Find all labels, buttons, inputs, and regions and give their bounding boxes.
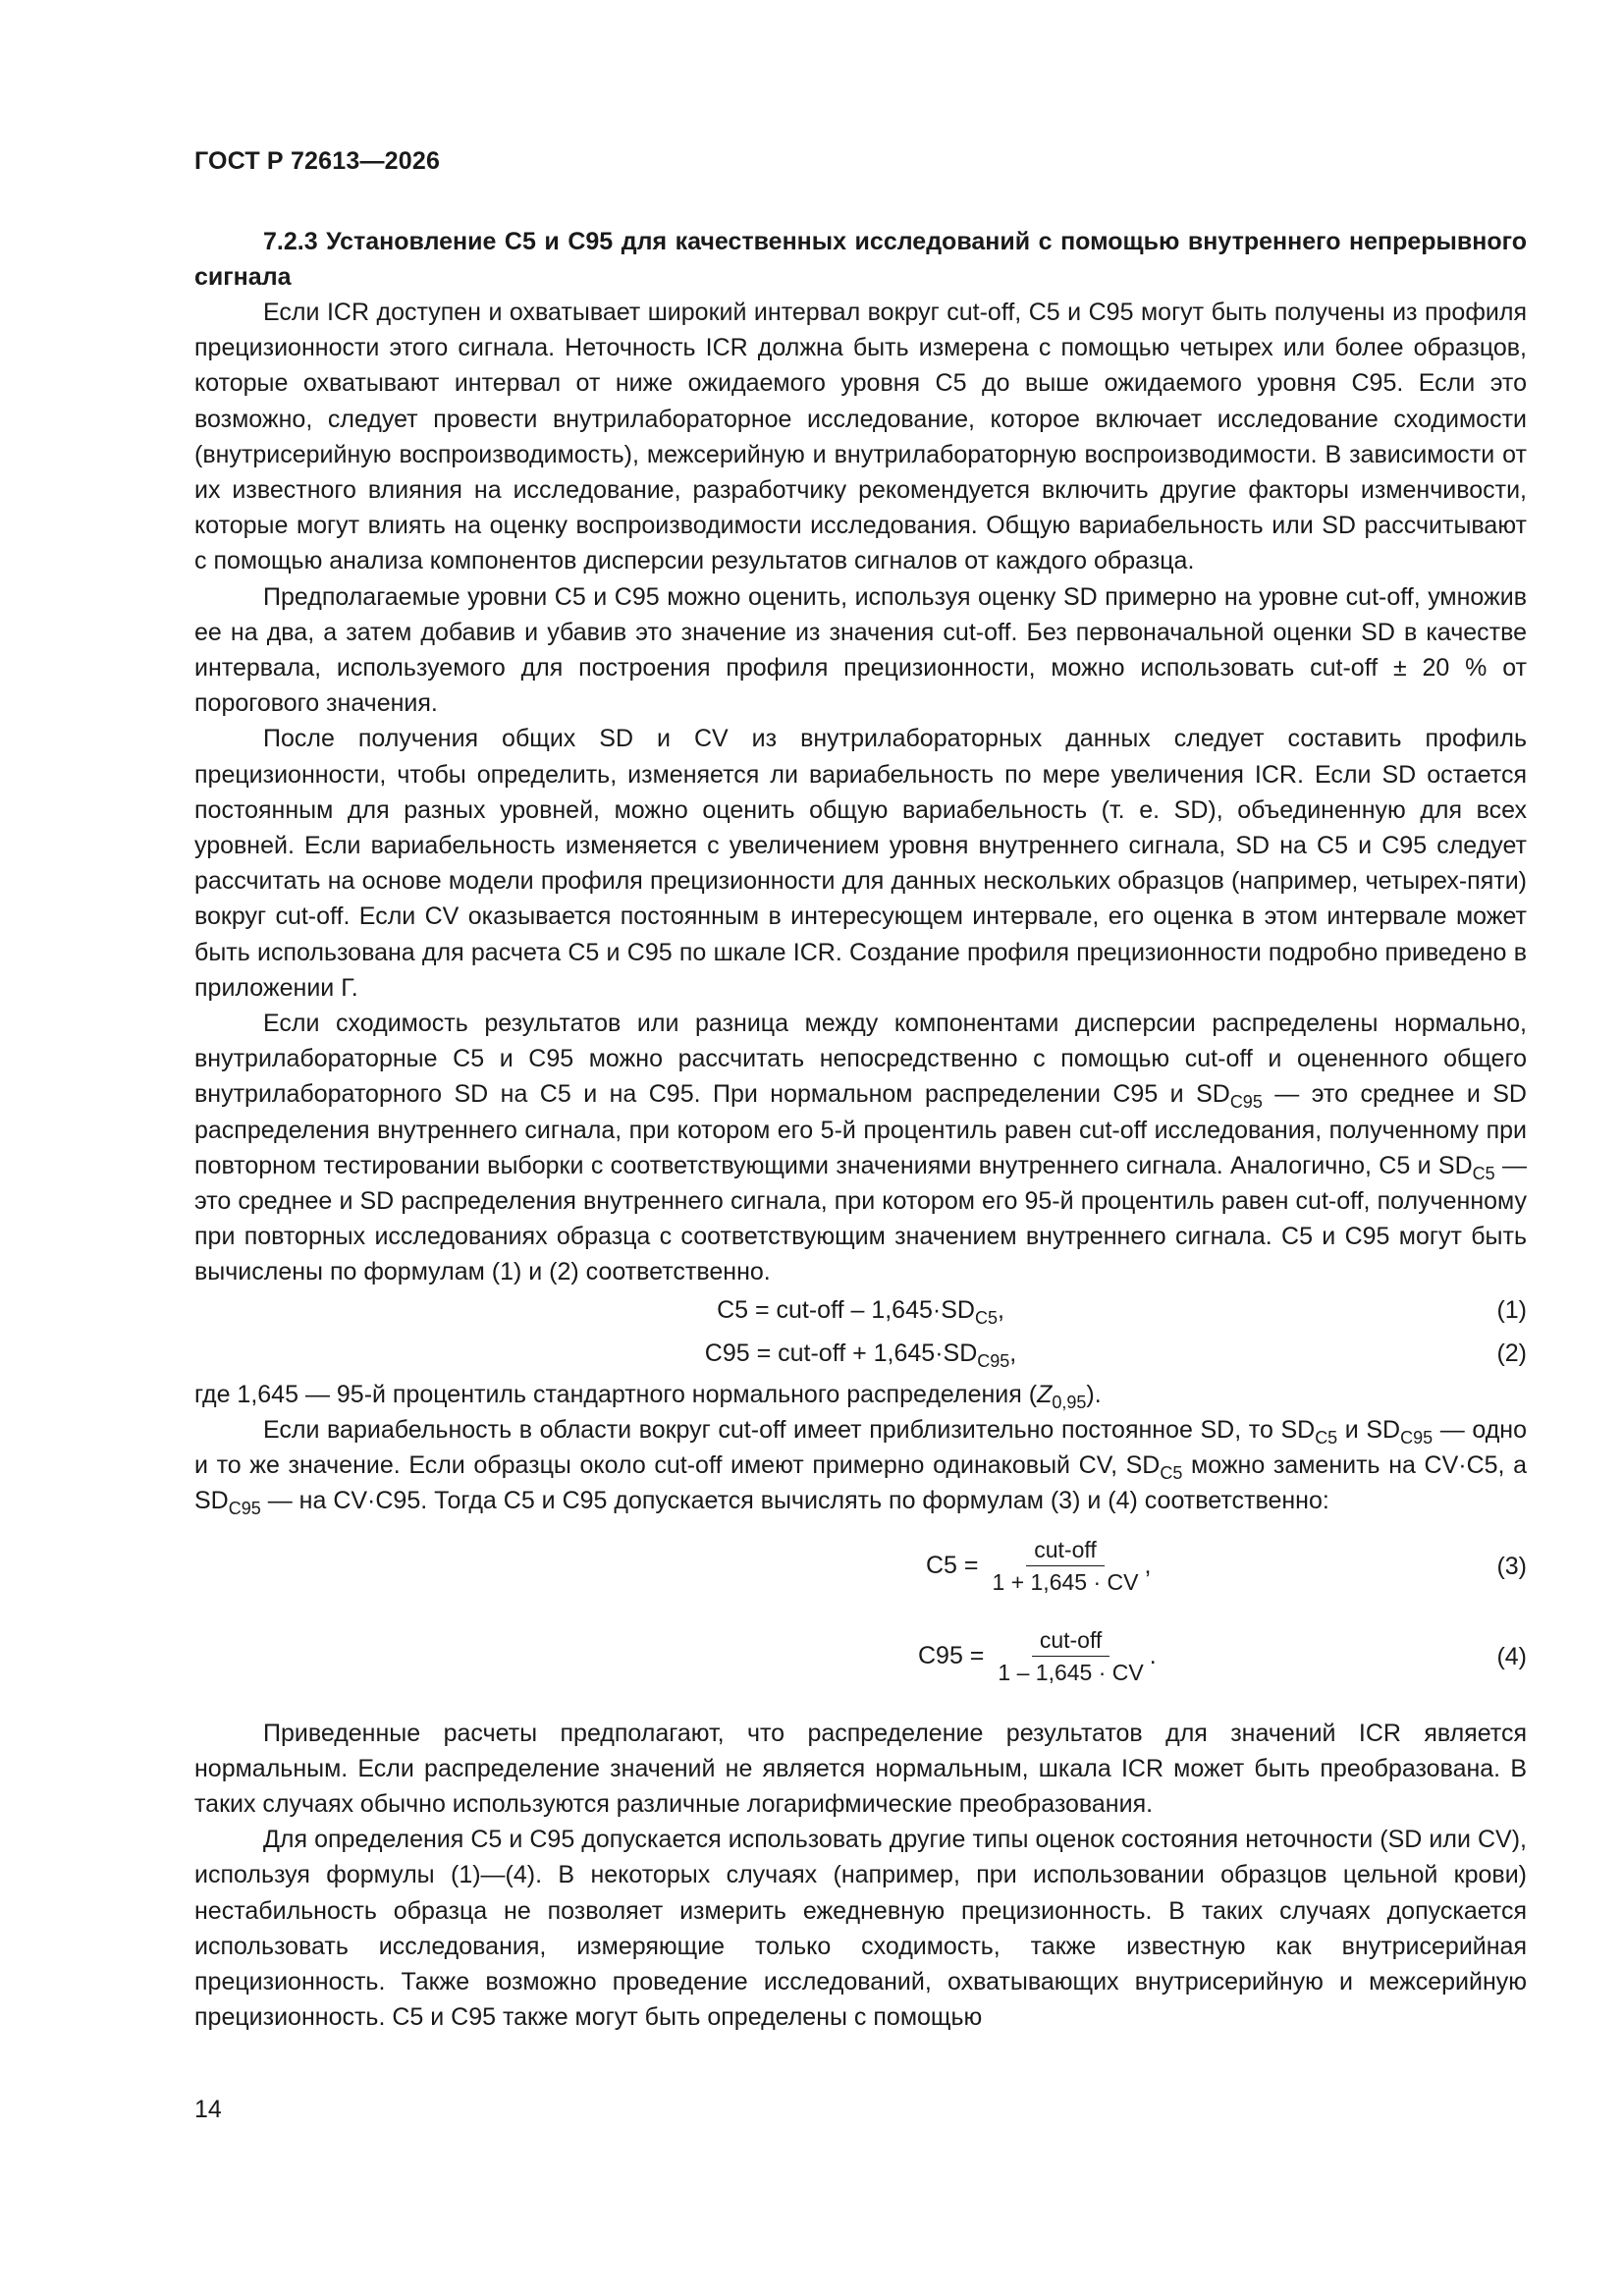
fraction-4: $\frac{\text{cut-off}}{1 - 1,645 \cdot CV}$ xyxy=(998,1627,1144,1685)
equation-1-number: (1) xyxy=(1496,1295,1527,1324)
page-body xyxy=(194,224,1527,2035)
section-heading: 7.2.3 Установление C5 и C95 для качественных исследований с помощью внутреннего непрерывного сигнала xyxy=(194,228,1527,291)
paragraph-3: После получения общих SD и CV из внутрилабораторных данных следует составить профиль прецизионности, чтобы определить, изменяется ли вариабельность по мере увеличения ICR. Если SD остается постоянным для разных уровней, можно оценить общую вариабельность (т. е. SD), объединенную для всех уровней. Если вариабельность изменяется с увеличением уровня внутреннего сигнала, SD на C5 и C95 следует рассчитать на основе модели профиля прецизионности для данных нескольких образцов (например, четырех-пяти) вокруг cut-off. Если CV оказывается постоянным в интересующем интервале, его оценка в этом интервале может быть использована для расчета C5 и C95 по шкале ICR. Создание профиля прецизионности подробно приведено в приложении Г. xyxy=(194,725,1527,1002)
paragraph-2: Предполагаемые уровни C5 и C95 можно оценить, используя оценку SD примерно на уровне cut-off, умножив ее на два, а затем добавив и убавив это значение из значения cut-off. Без первоначальной оценки SD в качестве интервала, используемого для построения профиля прецизионности, можно использовать cut-off ± 20 % от порогового значения. xyxy=(194,582,1527,718)
equation-4: C95 = $\frac{\text{cut-off}}{1 - 1,645 \cdot CV}$ . (4) xyxy=(918,1627,1527,1685)
paragraph-8: Для определения C5 и C95 допускается использовать другие типы оценок состояния неточности (SD или CV), используя формулы (1)—(4). В некоторых случаях (например, при использовании образцов цельной крови) нестабильность образца не позволяет измерить ежедневную прецизионность. В таких случаях допускается использовать исследования, измеряющие только сходимость, также известную как внутрисерийная прецизионность. Также возможно проведение исследований, охватывающих внутрисерийную и межсерийную прецизионность. C5 и C95 также могут быть определены с помощью xyxy=(194,1826,1527,2032)
page-number: 14 xyxy=(194,2096,222,2123)
equation-1: $C5 = cut-off - 1,645\cdot SD_{C5}$, (1) xyxy=(194,1290,1527,1334)
equation-3-number: (3) xyxy=(1496,1552,1527,1580)
equation-3: C5 = $\frac{\text{cut-off}}{1 + 1,645 \cdot CV}$ , (3) xyxy=(926,1537,1527,1595)
equation-4-number: (4) xyxy=(1496,1642,1527,1670)
paragraph-7: Приведенные расчеты предполагают, что распределение результатов для значений ICR является нормальным. Если распределение значений не является нормальным, шкала ICR может быть преобразована. В таких случаях обычно используются различные логарифмические преобразования. xyxy=(194,1719,1527,1818)
equation-2: $C95 = cut-off + 1,645\cdot SD_{C95}$, (2) xyxy=(194,1334,1527,1377)
standard-designation: ГОСТ Р 72613—2026 xyxy=(194,147,441,175)
paragraph-6: Если вариабельность в области вокруг cut-off имеет приблизительно постоянное SD, то $SD_{C5}$ и $SD_{C95}$ — одно и то же значение. Если образцы около cut-off имеют примерно одинаковый CV, $SD_{C5}$ можно заменить на CV·C5, а $SD_{C95}$ — на CV·C95. Тогда C5 и C95 допускается вычислять по формулам (3) и (4) соответственно: xyxy=(194,1415,1528,1519)
paragraph-1: Если ICR доступен и охватывает широкий интервал вокруг cut-off, C5 и C95 могут быть получены из профиля прецизионности этого сигнала. Неточность ICR должна быть измерена с помощью четырех или более образцов, которые охватывают интервал от ниже ожидаемого уровня C5 до выше ожидаемого уровня C95. Если это возможно, следует провести внутрилабораторное исследование, которое включает исследование сходимости (внутрисерийную воспроизводимость), межсерийную и внутрилабораторную воспроизводимости. В зависимости от их известного влияния на исследование, разработчику рекомендуется включить другие факторы изменчивости, которые могут влиять на оценку воспроизводимости исследования. Общую вариабельность или SD рассчитывают с помощью анализа компонентов дисперсии результатов сигналов от каждого образца. xyxy=(194,299,1527,575)
fraction-3: $\frac{\text{cut-off}}{1 + 1,645 \cdot CV}$ xyxy=(992,1537,1139,1595)
paragraph-where: где 1,645 — 95-й процентиль стандартного нормального распределения $(Z_{0,95})$. xyxy=(194,1380,1102,1412)
equation-2-number: (2) xyxy=(1496,1339,1527,1367)
paragraph-4: Если сходимость результатов или разница между компонентами дисперсии распределены нормально, внутрилабораторные C5 и C95 можно рассчитать непосредственно с помощью cut-off и оцененного общего внутрилабораторного SD на C5 и на C95. При нормальном распределении C95 и $SD_{C95}$ — это среднее и SD распределения внутреннего сигнала, при котором его 5-й процентиль равен cut-off исследования, полученному при повторном тестировании выборки с соответствующими значениями внутреннего сигнала. Аналогично, C5 и $SD_{C5}$ — это среднее и SD распределения внутреннего сигнала, при котором его 95-й процентиль равен cut-off, полученному при повторных исследованиях образца с соответствующим значением внутреннего сигнала. C5 и C95 могут быть вычислены по формулам (1) и (2) соответственно. xyxy=(194,1010,1527,1286)
